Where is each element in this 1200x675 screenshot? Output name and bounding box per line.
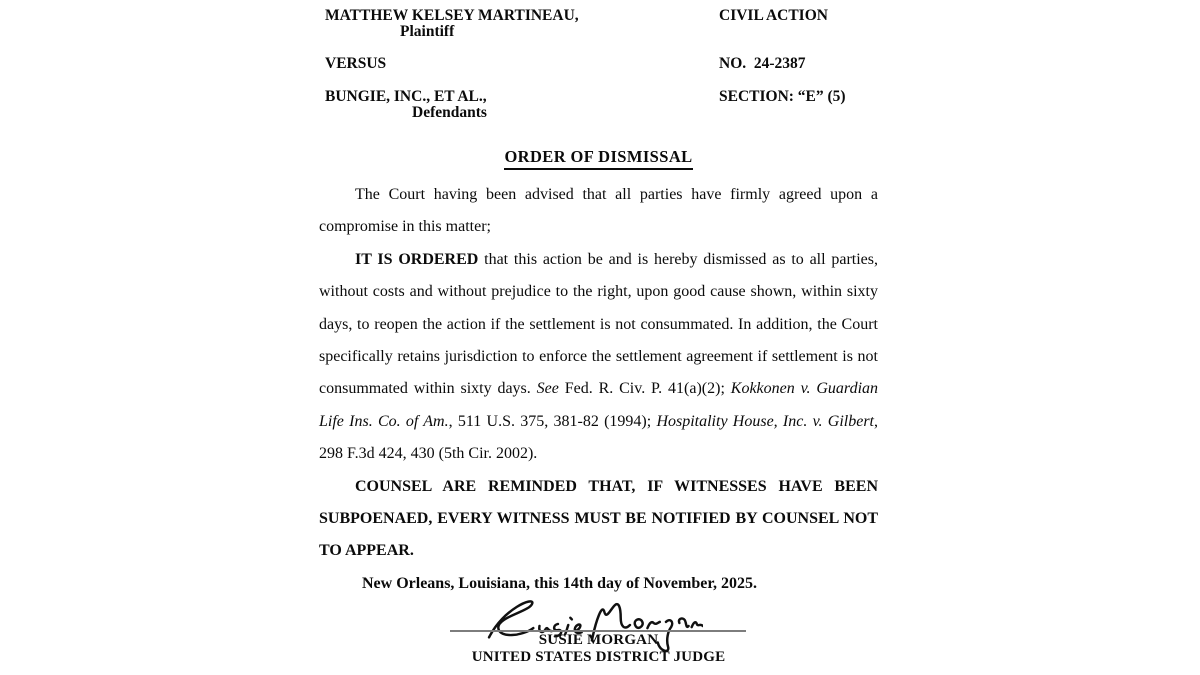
court-document xyxy=(319,0,878,675)
ordered-lead: IT IS ORDERED xyxy=(355,250,479,268)
plaintiff-designation: Plaintiff xyxy=(400,23,455,40)
order-title: ORDER OF DISMISSAL xyxy=(504,147,692,170)
defendant-name: BUNGIE, INC., ET AL., xyxy=(325,88,487,105)
order-body xyxy=(319,179,878,600)
rule-citation: Fed. R. Civ. P. 41(a)(2); xyxy=(558,380,731,398)
judge-title: UNITED STATES DISTRICT JUDGE xyxy=(471,648,726,665)
case-citation-2-reporter: , 298 F.3d 424, 430 (5th Cir. 2002). xyxy=(319,412,879,463)
see-signal: See xyxy=(536,380,559,398)
section-label: SECTION: “E” (5) xyxy=(719,88,846,105)
case-citation-2-name: Hospitality House, Inc. v. Gilbert xyxy=(656,412,875,430)
defendant-designation: Defendants xyxy=(412,104,487,121)
versus-label: VERSUS xyxy=(325,55,387,72)
paragraph-ordered xyxy=(319,244,878,471)
dateline: New Orleans, Louisiana, this 14th day of November, 2025. xyxy=(362,574,757,592)
case-citation-1-name: Kokkonen v. Guardian Life Ins. Co. of Am. xyxy=(319,380,879,430)
case-number: NO. 24-2387 xyxy=(719,55,806,72)
paragraph-compromise: The Court having been advised that all parties have firmly agreed upon a compromise in this matter; xyxy=(319,186,878,236)
paragraph-counsel-notice: COUNSEL ARE REMINDED THAT, IF WITNESSES HAVE BEEN SUBPOENAED, EVERY WITNESS MUST BE NOTIFIED BY COUNSEL NOT TO APPEAR. xyxy=(319,477,878,560)
judge-name: SUSIE MORGAN xyxy=(538,632,659,649)
ordered-body-text: that this action be and is hereby dismissed as to all parties, without costs and without prejudice to the right, upon good cause shown, within sixty days, to reopen the action if the settlement is not consummated. In addition, the Court specifically retains jurisdiction to enforce the settlement agreement if settlement is not consummated within sixty days. xyxy=(319,250,879,398)
signature-block xyxy=(319,600,878,675)
case-caption xyxy=(319,0,878,147)
civil-action-label: CIVIL ACTION xyxy=(719,7,828,24)
signature-names xyxy=(319,632,878,665)
order-title-row xyxy=(319,147,878,179)
plaintiff-name: MATTHEW KELSEY MARTINEAU, xyxy=(325,7,579,24)
case-citation-1-reporter: , 511 U.S. 375, 381-82 (1994); xyxy=(448,412,657,430)
